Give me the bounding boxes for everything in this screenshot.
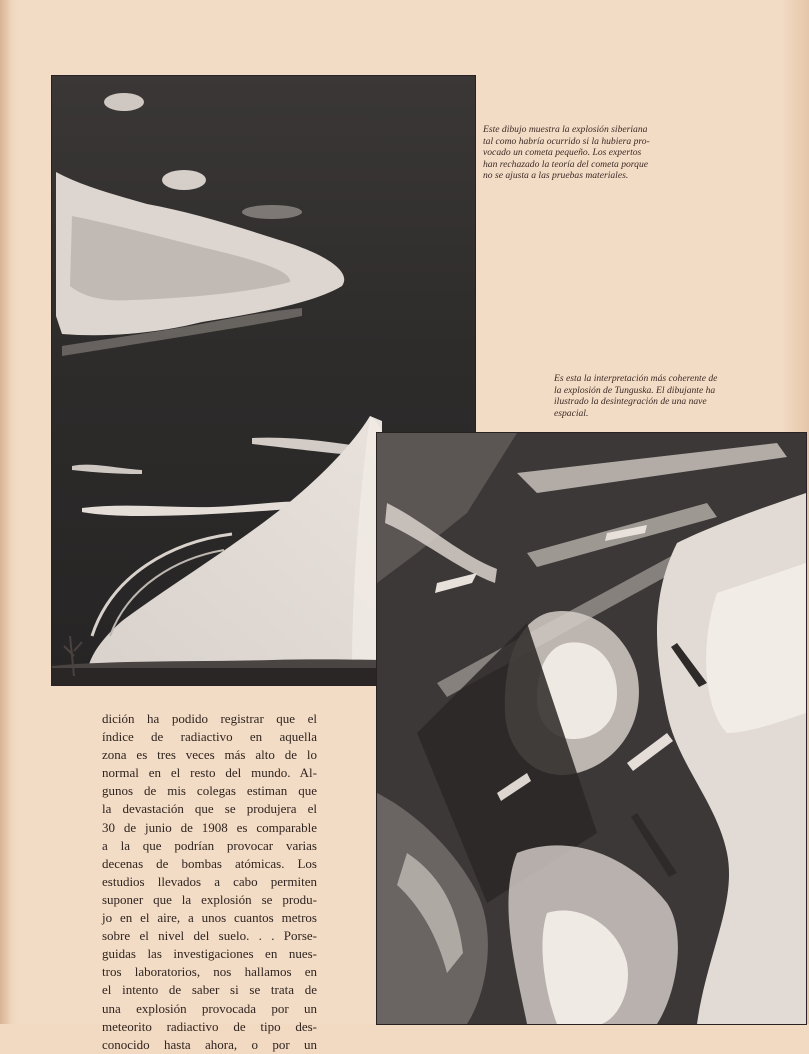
article-line: normal en el resto del mundo. Al- — [102, 765, 317, 781]
article-line: la devastación que se produjera el — [102, 801, 317, 817]
explosion-caption-line: Este dibujo muestra la explosión siberiana — [483, 124, 648, 135]
article-line: índice de radiactivo en aquella — [102, 729, 317, 745]
spaceship-caption-line: espacial. — [554, 407, 589, 419]
spaceship-caption-line: Es esta la interpretación más coherente de — [554, 373, 718, 384]
article-line: tros laboratorios, nos hallamos en — [102, 964, 317, 980]
article-line: guidas las investigaciones en nues- — [102, 946, 317, 962]
spaceship-caption — [554, 373, 758, 419]
spaceship-disintegration-image — [377, 433, 806, 1024]
article-line: decenas de bombas atómicas. Los — [102, 855, 317, 871]
article-line: suponer que la explosión se produ- — [102, 891, 317, 907]
article-line: una explosión provocada por un — [102, 1000, 317, 1016]
article-line: 30 de junio de 1908 es comparable — [102, 819, 317, 835]
article-line: conocido hasta ahora, o por un — [102, 1036, 317, 1052]
article-line: a la que podrían provocar varias — [102, 837, 317, 853]
explosion-caption-line: tal como habría ocurrido si la hubiera pro- — [483, 135, 650, 147]
explosion-caption-line: no se ajusta a las pruebas materiales. — [483, 170, 629, 182]
article-body — [102, 710, 317, 1054]
article-line: dición ha podido registrar que el — [102, 711, 317, 726]
article-line: sobre el nivel del suelo. . . Porse- — [102, 928, 317, 944]
explosion-caption — [483, 124, 688, 182]
spaceship-disintegration-illustration — [377, 433, 806, 1024]
spaceship-caption-line: ilustrado la desintegración de una nave — [554, 396, 707, 408]
explosion-caption-line: vocado un cometa pequeño. Los expertos — [483, 147, 642, 159]
spaceship-caption-line: la explosión de Tunguska. El dibujante ha — [554, 384, 716, 396]
page-spine — [0, 0, 10, 1024]
article-line: estudios llevados a cabo permiten — [102, 873, 317, 889]
article-line: jo en el aire, a unos cuantos metros — [102, 910, 317, 926]
article-line: gunos de mis colegas estiman que — [102, 783, 317, 799]
article-line: el intento de saber si se trata de — [102, 982, 317, 998]
explosion-caption-line: han rechazado la teoría del cometa porque — [483, 158, 649, 170]
article-line: meteorito radiactivo de tipo des- — [102, 1018, 317, 1034]
article-line: zona es tres veces más alto de lo — [102, 747, 317, 763]
